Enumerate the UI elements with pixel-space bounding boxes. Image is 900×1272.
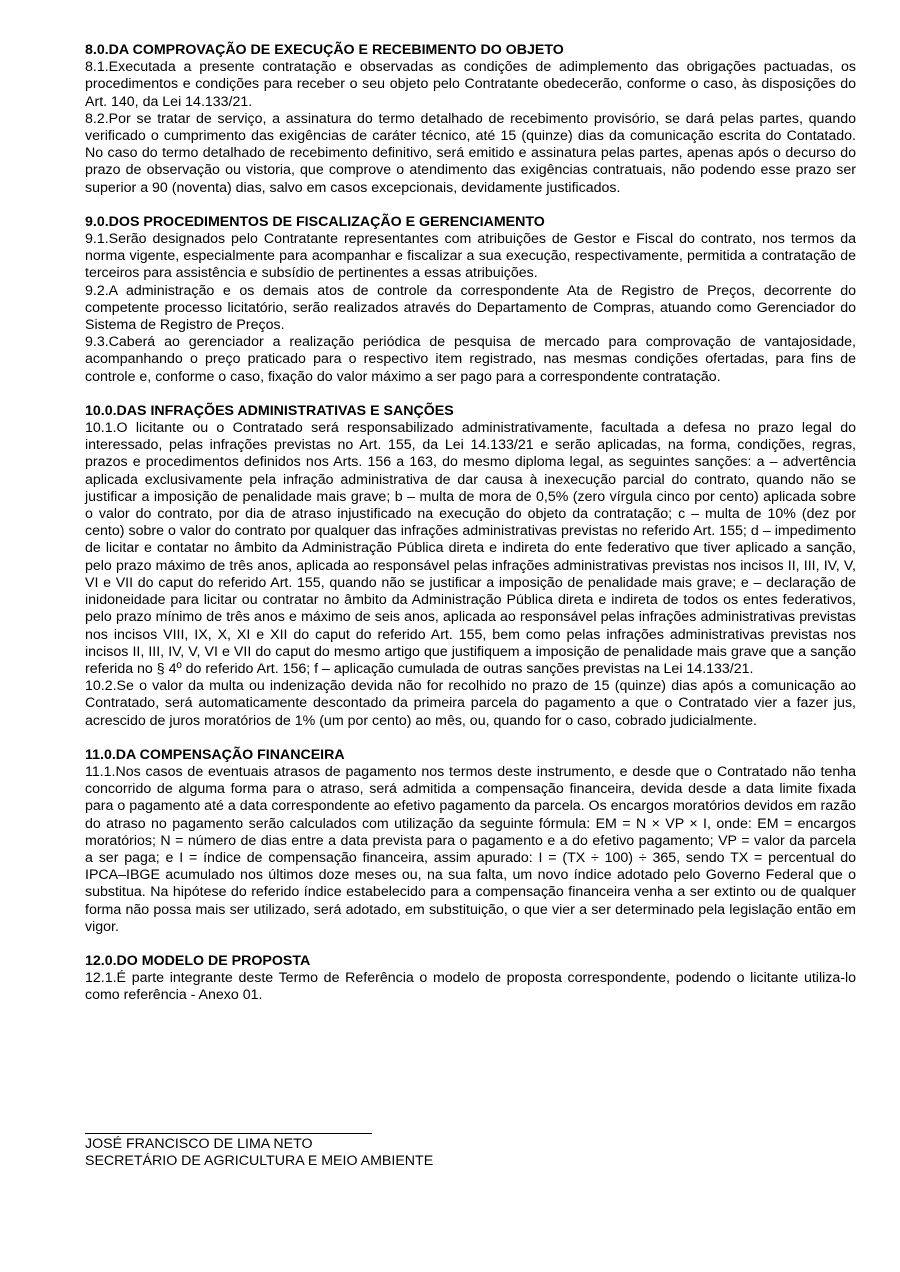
paragraph-9-1: 9.1.Serão designados pelo Contratante representantes com atribuições de Gestor e Fiscal do contrato, nos termos da norma vigente, especialmente para acompanhar e fiscalizar a sua execução, respectivamente, permitida a contratação de terceiros para assistência e subsídio de pertinentes a essas atribuições. <box>85 231 856 282</box>
paragraph-8-2: 8.2.Por se tratar de serviço, a assinatura do termo detalhado de recebimento provisório, se dará pelas partes, quando verificado o cumprimento das exigências de caráter técnico, até 15 (quinze) dias da comunicação escrita do Contatado. No caso do termo detalhado de recebimento definitivo, será emitido e assinatura pelas partes, apenas após o decurso do prazo de observação ou vistoria, que comprove o atendimento das exigências contratuais, não podendo esse prazo ser superior a 90 (noventa) dias, salvo em casos excepcionais, devidamente justificados. <box>85 110 856 196</box>
section-heading: 10.0.DAS INFRAÇÕES ADMINISTRATIVAS E SANÇÕES <box>85 402 454 419</box>
paragraph-11-1: 11.1.Nos casos de eventuais atrasos de pagamento nos termos deste instrumento, e desde que o Contratado não tenha concorrido de alguma forma para o atraso, será admitida a compensação financeira, devida desde a data limite fixada para o pagamento até a data correspondente ao efetivo pagamento da parcela. Os encargos moratórios devidos em razão do atraso no pagamento serão calculados com utilização da seguinte fórmula: EM = N × VP × I, onde: EM = encargos moratórios; N = número de dias entre a data prevista para o pagamento e a do efetivo pagamento; VP = valor da parcela a ser paga; e I = índice de compensação financeira, assim apurado: I = (TX ÷ 100) ÷ 365, sendo TX = percentual do IPCA–IBGE acumulado nos últimos doze meses ou, na sua falta, um novo índice adotado pelo Governo Federal que o substitua. Na hipótese do referido índice estabelecido para a compensação financeira venha a ser extinto ou de qualquer forma não possa mais ser utilizado, será adotado, em substituição, o que vier a ser determinado pela legislação então em vigor. <box>85 763 856 935</box>
paragraph-10-2: 10.2.Se o valor da multa ou indenização devida não for recolhido no prazo de 15 (quinze) dias após a comunicação ao Contratado, será automaticamente descontado da primeira parcela do pagamento a que o Contratado vier a fazer jus, acrescido de juros moratórios de 1% (um por cento) ao mês, ou, quando for o caso, cobrado judicialmente. <box>85 678 856 729</box>
section-heading: 8.0.DA COMPROVAÇÃO DE EXECUÇÃO E RECEBIMENTO DO OBJETO <box>85 42 564 58</box>
section-12 <box>85 953 856 1005</box>
section-8 <box>85 42 856 197</box>
signature-line <box>85 1133 372 1134</box>
paragraph-9-3: 9.3.Caberá ao gerenciador a realização periódica de pesquisa de mercado para comprovação de vantajosidade, acompanhando o preço praticado para o respectivo item registrado, nas mesmas condições ofertadas, para fins de controle e, conforme o caso, fixação do valor máximo a ser pago para a correspondente contratação. <box>85 334 856 385</box>
section-9 <box>85 214 856 386</box>
document-body <box>85 42 856 1022</box>
paragraph-10-1: 10.1.O licitante ou o Contratado será responsabilizado administrativamente, facultada a defesa no prazo legal do interessado, pelas infrações previstas no Art. 155, da Lei 14.133/21 e serão aplicadas, na forma, condições, regras, prazos e procedimentos definidos nos Arts. 156 a 163, do mesmo diploma legal, as seguintes sanções: a – advertência aplicada exclusivamente pela infração administrativa de dar causa à inexecução parcial do contrato, quando não se justificar a imposição de penalidade mais grave; b – multa de mora de 0,5% (zero vírgula cinco por cento) aplicada sobre o valor do contrato, por dia de atraso injustificado na execução do objeto da contratação; c – multa de 10% (dez por cento) sobre o valor do contrato por qualquer das infrações administrativas previstas no referido Art. 155; d – impedimento de licitar e contatar no âmbito da Administração Pública direta e indireta do ente federativo que tiver aplicado a sanção, pelo prazo máximo de três anos, aplicada ao responsável pelas infrações administrativas previstas nos incisos II, III, IV, V, VI e VII do caput do referido Art. 155, quando não se justificar a imposição de penalidade mais grave; e – declaração de inidoneidade para licitar ou contratar no âmbito da Administração Pública direta e indireta de todos os entes federativos, pelo prazo mínimo de três anos e máximo de seis anos, aplicada ao responsável pelas infrações administrativas previstas nos incisos VIII, IX, X, XI e XII do caput do referido Art. 155, bem como pelas infrações administrativas previstas nos incisos II, III, IV, V, VI e VII do caput do mesmo artigo que justifiquem a imposição de penalidade mais grave que a sanção referida no § 4º do referido Art. 156; f – aplicação cumulada de outras sanções previstas na Lei 14.133/21. <box>85 420 856 677</box>
section-11 <box>85 747 856 936</box>
section-10 <box>85 403 856 730</box>
paragraph-12-1: 12.1.É parte integrante deste Termo de Referência o modelo de proposta correspondente, podendo o licitante utiliza-lo como referência - Anexo 01. <box>85 970 856 1004</box>
section-heading: 9.0.DOS PROCEDIMENTOS DE FISCALIZAÇÃO E GERENCIAMENTO <box>85 213 545 230</box>
section-heading: 11.0.DA COMPENSAÇÃO FINANCEIRA <box>85 746 345 763</box>
section-heading: 12.0.DO MODELO DE PROPOSTA <box>85 952 311 969</box>
paragraph-9-2: 9.2.A administração e os demais atos de controle da correspondente Ata de Registro de Preços, decorrente do competente processo licitatório, serão realizados através do Departamento de Compras, atuando como Gerenciador do Sistema de Registro de Preços. <box>85 282 856 334</box>
signature-block <box>85 1133 585 1170</box>
paragraph-8-1: 8.1.Executada a presente contratação e observadas as condições de adimplemento das obrigações pactuadas, os procedimentos e condições para receber o seu objeto pelo Contratante obedecerão, conforme o caso, às disposições do Art. 140, da Lei 14.133/21. <box>85 59 856 110</box>
signatory-name: JOSÉ FRANCISCO DE LIMA NETO <box>85 1136 313 1152</box>
signatory-title: SECRETÁRIO DE AGRICULTURA E MEIO AMBIENTE <box>85 1153 434 1170</box>
